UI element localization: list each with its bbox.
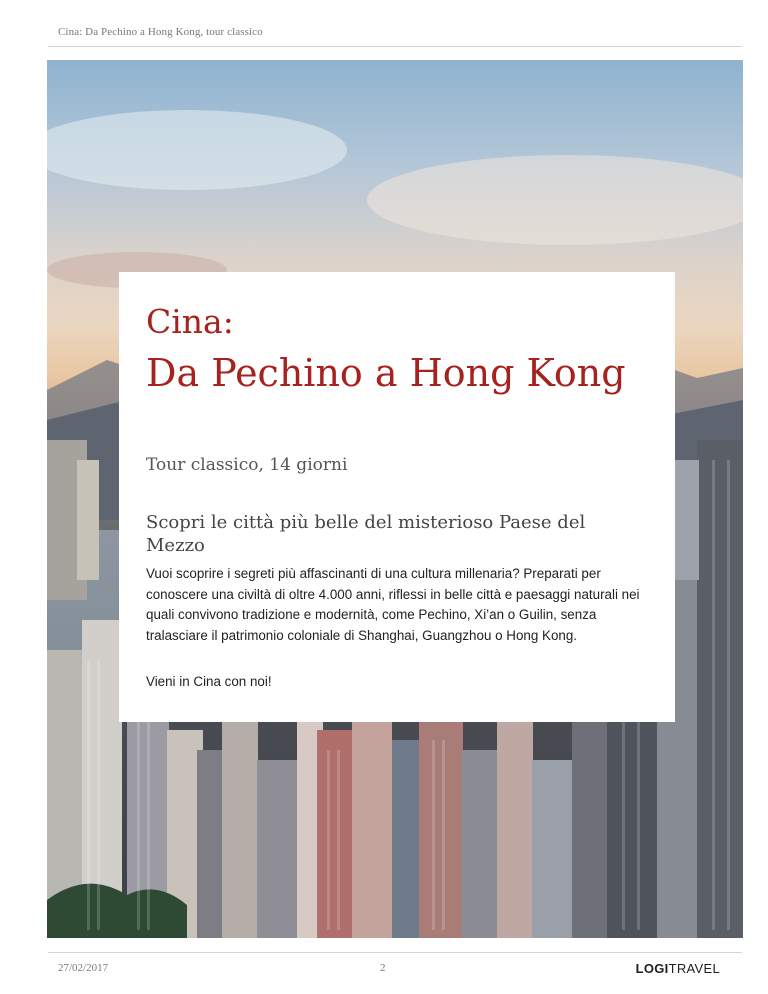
logo-regular-part: TRAVEL (668, 961, 720, 976)
cover-subtitle: Tour classico, 14 giorni (146, 455, 348, 475)
footer-date: 27/02/2017 (58, 962, 109, 974)
logo-bold-part: LOGI (635, 961, 669, 976)
running-header: Cina: Da Pechino a Hong Kong, tour classico (58, 26, 263, 38)
cover-title-route: Da Pechino a Hong Kong (146, 351, 626, 395)
cover-title-country: Cina: (146, 302, 234, 341)
intro-paragraph: Vuoi scoprire i segreti più affascinanti di una cultura millenaria? Preparati per conoscere una civiltà di oltre 4.000 anni, riflessi in belle città e paesaggi naturali nei quali convivono tradizione e modernità, come Pechino, Xi’an o Guilin, senza tralasciare il patrimonio coloniale di Shanghai, Guangzhou o Hong Kong. (146, 566, 640, 643)
logitravel-logo (636, 961, 720, 976)
closing-line: Vieni in Cina con noi! (146, 674, 272, 689)
header-divider (48, 46, 742, 47)
page-number: 2 (380, 962, 386, 974)
cover-text-card (119, 272, 675, 722)
footer-divider (48, 952, 742, 953)
section-heading: Scopri le città più belle del misterioso Paese del Mezzo (146, 512, 586, 556)
